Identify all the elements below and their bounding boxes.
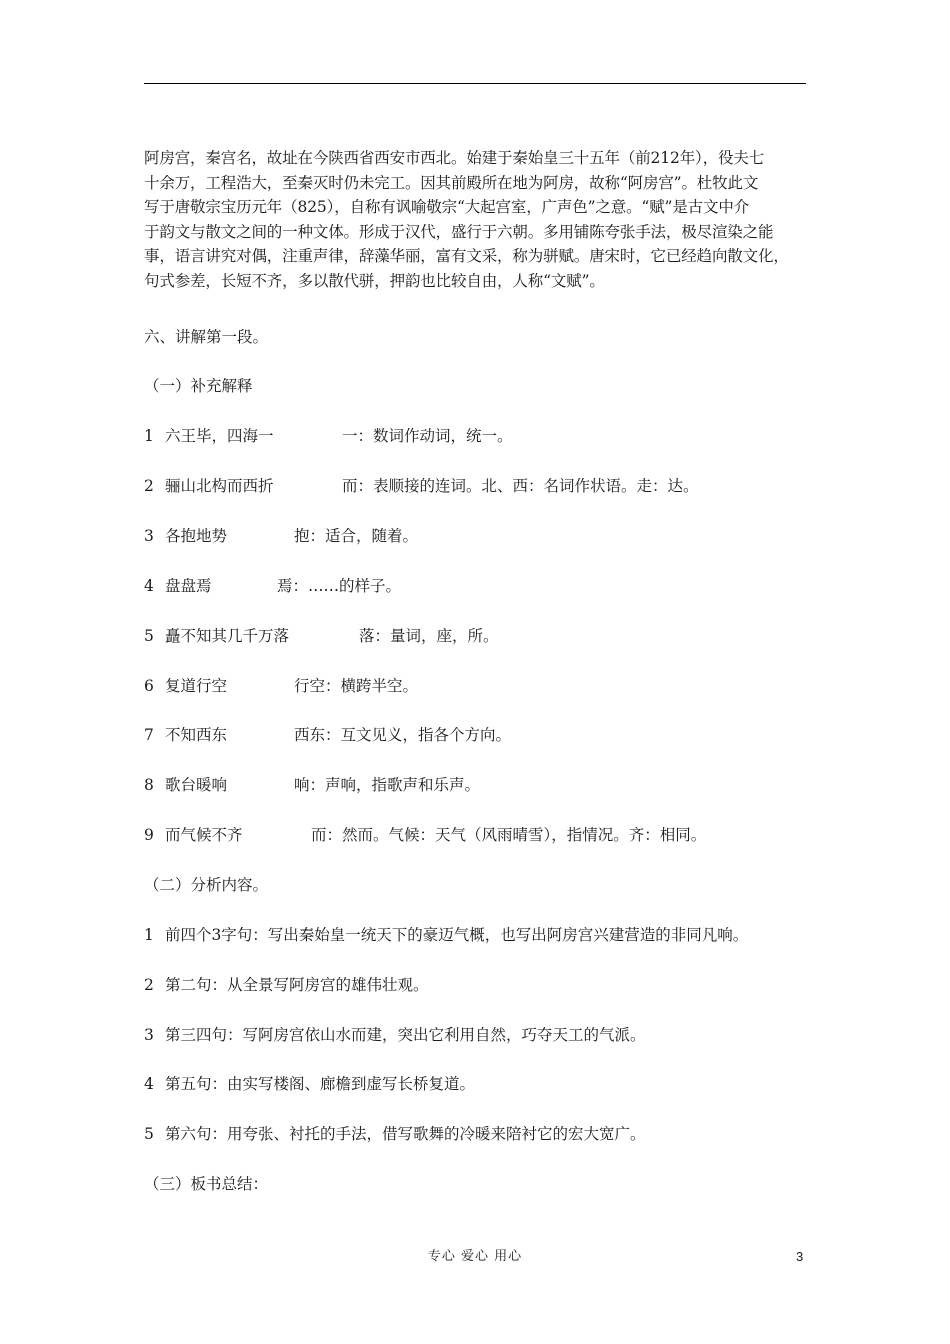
gloss-number: 4 [144,577,154,595]
analysis-item [144,1025,645,1045]
gloss-number: 2 [144,477,154,495]
gloss-number: 8 [144,776,154,794]
gloss-phrase: 歌台暖响 [164,776,227,794]
header-rule [144,83,806,84]
part1-heading: （一）补充解释 [144,377,253,395]
footer-slogan: 专心 爱心 用心 [427,1249,523,1264]
gloss-number: 9 [144,826,154,844]
analysis-number: 2 [144,976,154,994]
analysis-text: 第二句：从全景写阿房宫的雄伟壮观。 [164,976,429,994]
intro-line: 于韵文与散文之间的一种文体。形成于汉代，盛行于六朝。多用铺陈夸张手法，极尽渲染之能 [144,222,774,241]
analysis-number: 1 [144,926,154,944]
analysis-item [144,1124,645,1144]
gloss-note: 行空：横跨半空。 [294,677,419,695]
intro-paragraph [144,146,808,293]
gloss-item [144,725,227,745]
gloss-note: 而：然而。气候：天气（风雨晴雪），指情况。齐：相同。 [311,826,707,844]
gloss-item [144,426,273,446]
gloss-number: 6 [144,677,154,695]
intro-line: 阿房宫，秦宫名，故址在今陕西省西安市西北。始建于秦始皇三十五年（前212年），役夫七 [144,149,765,167]
gloss-phrase: 不知西东 [164,726,227,744]
analysis-item [144,1074,475,1094]
analysis-text: 第五句：由实写楼阁、廊檐到虚写长桥复道。 [164,1075,475,1093]
intro-line: 事，语言讲究对偶，注重声律，辞藻华丽，富有文采，称为骈赋。唐宋时，它已经趋向散文化， [144,247,789,265]
gloss-note: 落：量词，座，所。 [359,627,499,645]
gloss-note: 一：数词作动词，统一。 [342,427,513,445]
gloss-item [144,576,211,596]
page-number: 3 [796,1249,804,1264]
intro-line: 句式参差，长短不齐，多以散代骈，押韵也比较自由，人称“文赋”。 [144,271,605,290]
gloss-item [144,626,289,646]
intro-line: 写于唐敬宗宝历元年（825），自称有讽喻敬宗“大起宫室，广声色”之意。“赋”是古文中介 [144,198,750,216]
gloss-item [144,476,273,496]
gloss-note: 而：表顺接的连词。北、西：名词作状语。走：达。 [342,477,699,495]
part3-heading: （三）板书总结： [144,1175,269,1193]
intro-line: 十余万，工程浩大，至秦灭时仍未完工。因其前殿所在地为阿房，故称“阿房宫”。杜牧此文 [144,173,759,192]
gloss-item [144,526,227,546]
gloss-number: 5 [144,627,154,645]
part2-heading: （二）分析内容。 [144,876,269,894]
gloss-phrase: 盘盘焉 [164,577,212,595]
analysis-number: 5 [144,1125,154,1143]
gloss-phrase: 六王毕，四海一 [164,427,274,445]
gloss-phrase: 复道行空 [164,677,227,695]
gloss-phrase: 而气候不齐 [164,826,243,844]
gloss-item [144,775,227,795]
gloss-phrase: 矗不知其几千万落 [164,627,289,645]
gloss-item [144,825,242,845]
gloss-phrase: 各抱地势 [164,527,227,545]
analysis-number: 3 [144,1026,154,1044]
analysis-text: 第三四句：写阿房宫依山水而建，突出它利用自然，巧夺天工的气派。 [164,1026,646,1044]
analysis-number: 4 [144,1075,154,1093]
analysis-text: 第六句：用夸张、衬托的手法，借写歌舞的冷暖来陪衬它的宏大宽广。 [164,1125,646,1143]
gloss-note: 抱：适合，随着。 [294,527,419,545]
analysis-item [144,975,428,995]
gloss-number: 3 [144,527,154,545]
gloss-number: 1 [144,427,154,445]
gloss-phrase: 骊山北构而西折 [164,477,274,495]
gloss-note: 响：声响，指歌声和乐声。 [294,776,481,794]
gloss-number: 7 [144,726,154,744]
gloss-note: 西东：互文见义，指各个方向。 [294,726,512,744]
analysis-item [144,925,748,945]
gloss-note: 焉：……的样子。 [277,577,402,595]
gloss-item [144,676,227,696]
section-heading: 六、讲解第一段。 [144,328,269,346]
analysis-text: 前四个3字句：写出秦始皇一统天下的豪迈气概，也写出阿房宫兴建营造的非同凡响。 [164,926,749,944]
